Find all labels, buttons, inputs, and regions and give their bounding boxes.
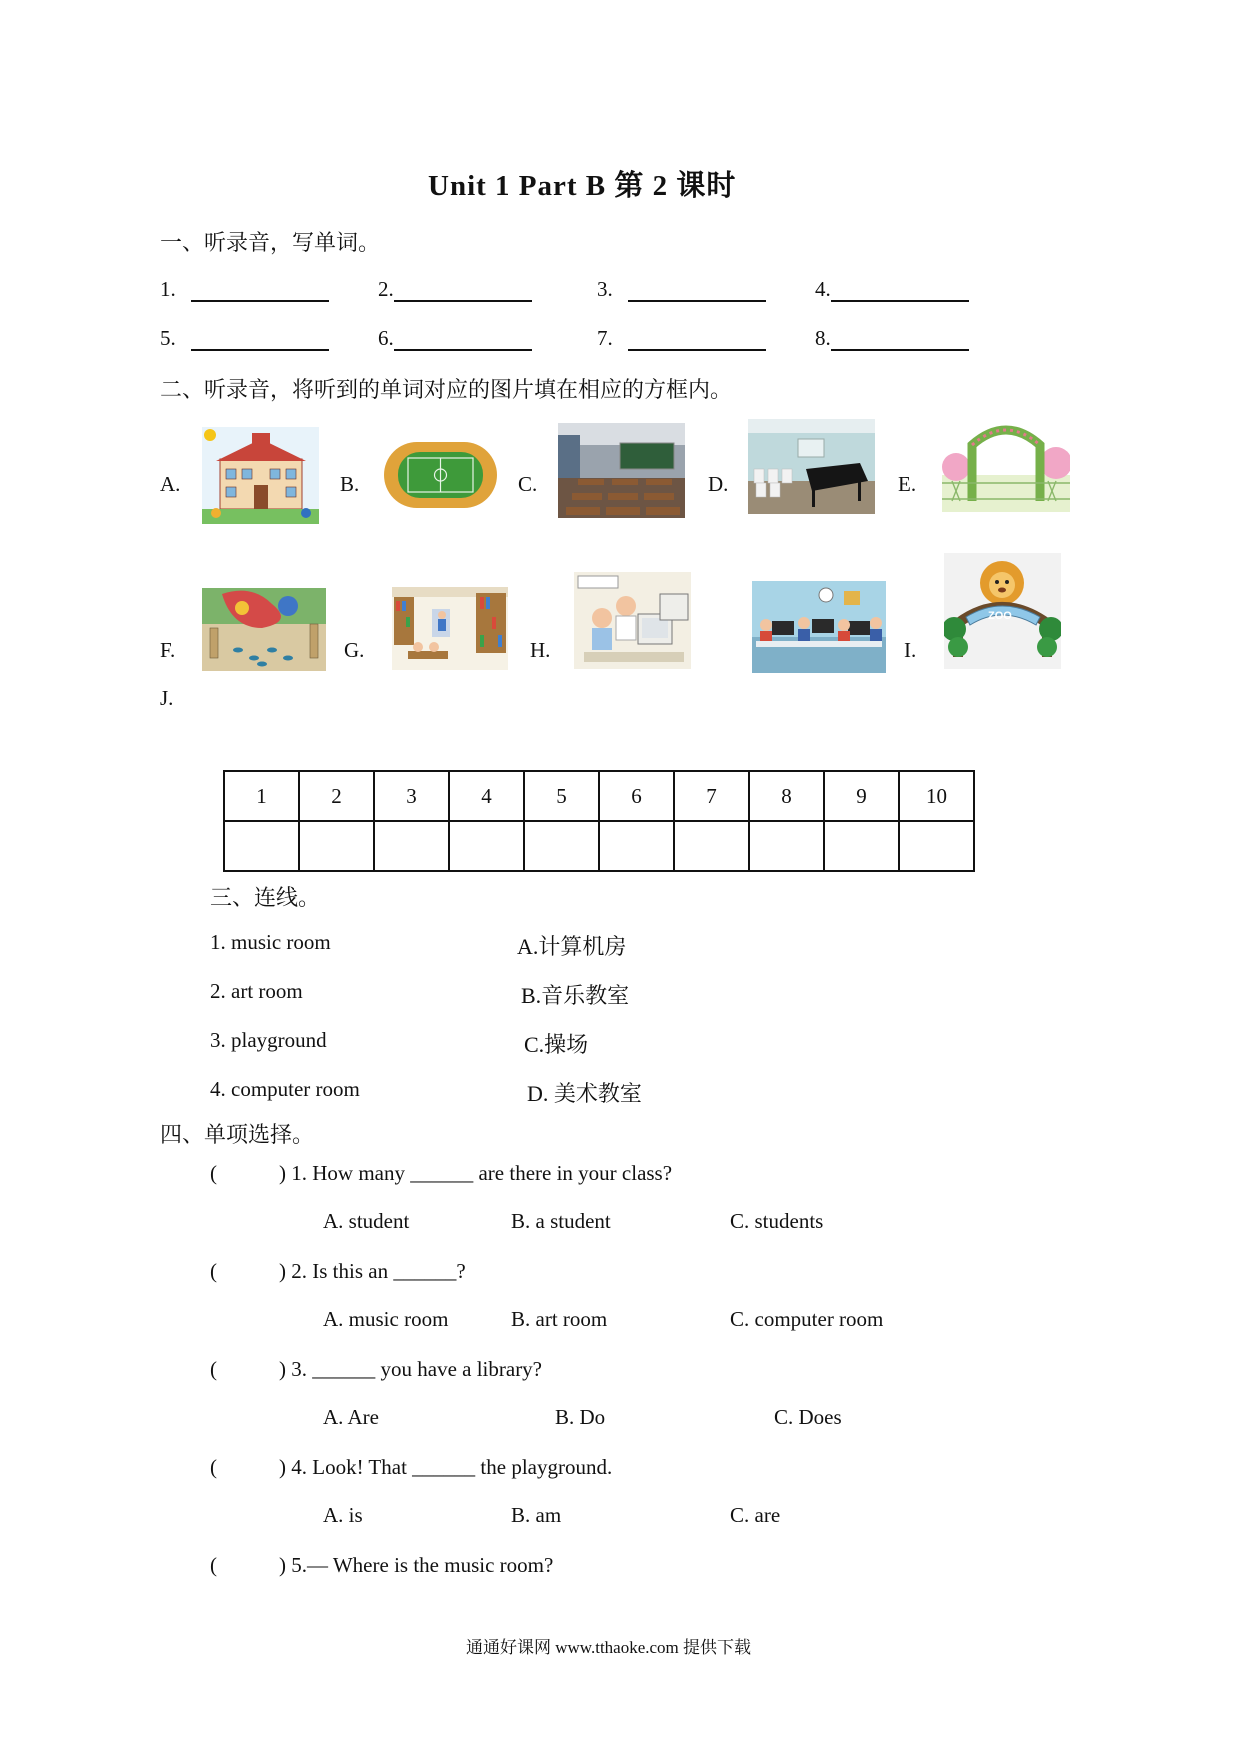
question-1-option-a[interactable]: A. student (323, 1209, 410, 1233)
library-picture (392, 587, 508, 670)
question-1-paren[interactable]: ( (210, 1161, 217, 1185)
answer-cell[interactable] (824, 821, 899, 871)
blank-number: 8. (815, 326, 831, 350)
table-header-cell: 10 (899, 771, 974, 821)
zoo-gate-picture (944, 553, 1061, 669)
question-2-option-a[interactable]: A. music room (323, 1307, 449, 1331)
music-room-piano-picture (748, 419, 875, 514)
table-header-cell: 6 (599, 771, 674, 821)
table-answer-row (224, 821, 974, 871)
section2-heading: 二、听录音，将听到的单词对应的图片填在相应的方框内。 (160, 377, 733, 402)
match-left-3[interactable]: 3. playground (210, 1028, 327, 1052)
answer-cell[interactable] (449, 821, 524, 871)
blank-5[interactable] (160, 326, 329, 351)
blank-2[interactable] (378, 277, 532, 302)
picture-label-f: F. (160, 638, 176, 662)
question-4-option-b[interactable]: B. am (511, 1503, 562, 1527)
question-2-option-b[interactable]: B. art room (511, 1307, 608, 1331)
table-header-cell: 3 (374, 771, 449, 821)
answer-cell[interactable] (524, 821, 599, 871)
section4-heading: 四、单项选择。 (160, 1122, 315, 1147)
picture-label-c: C. (518, 472, 538, 496)
computer-room-picture (752, 581, 886, 673)
blank-number: 1. (160, 277, 176, 301)
match-right-d[interactable]: D. 美术教室 (527, 1081, 642, 1106)
computer-students-picture (574, 572, 691, 669)
question-3-text: ) 3. ______ you have a library? (279, 1357, 543, 1381)
match-right-c[interactable]: C.操场 (524, 1032, 589, 1057)
picture-label-j: J. (160, 686, 174, 710)
question-3-option-a[interactable]: A. Are (323, 1405, 379, 1429)
match-right-a[interactable]: A.计算机房 (517, 934, 627, 959)
question-2-option-c[interactable]: C. computer room (730, 1307, 884, 1331)
picture-label-h: H. (530, 638, 551, 662)
art-room-picture (202, 588, 326, 671)
question-3-option-b[interactable]: B. Do (555, 1405, 606, 1429)
blank-number: 5. (160, 326, 176, 350)
answer-table (223, 770, 975, 872)
table-header-cell: 9 (824, 771, 899, 821)
match-left-2[interactable]: 2. art room (210, 979, 303, 1003)
blank-6[interactable] (378, 326, 532, 351)
question-4-option-a[interactable]: A. is (323, 1503, 363, 1527)
page-footer: 通通好课网 www.tthaoke.com 提供下载 (466, 1638, 752, 1657)
table-header-cell: 2 (299, 771, 374, 821)
question-5-paren[interactable]: ( (210, 1553, 217, 1577)
table-header-cell: 4 (449, 771, 524, 821)
question-3-paren[interactable]: ( (210, 1357, 217, 1381)
question-4-text: ) 4. Look! That ______ the playground. (279, 1455, 613, 1479)
table-header-row (224, 771, 974, 821)
table-header-cell: 8 (749, 771, 824, 821)
answer-cell[interactable] (299, 821, 374, 871)
answer-cell[interactable] (599, 821, 674, 871)
question-4-paren[interactable]: ( (210, 1455, 217, 1479)
picture-label-g: G. (344, 638, 365, 662)
question-1-option-c[interactable]: C. students (730, 1209, 824, 1233)
question-3-option-c[interactable]: C. Does (774, 1405, 842, 1429)
blank-3[interactable] (597, 277, 766, 302)
answer-cell[interactable] (224, 821, 299, 871)
question-2-paren[interactable]: ( (210, 1259, 217, 1283)
answer-cell[interactable] (674, 821, 749, 871)
picture-label-i: I. (904, 638, 917, 662)
school-building-picture (202, 427, 319, 524)
garden-arch-picture (942, 415, 1070, 512)
section1-heading: 一、听录音，写单词。 (160, 230, 381, 255)
answer-cell[interactable] (374, 821, 449, 871)
match-right-b[interactable]: B.音乐教室 (521, 983, 630, 1008)
blank-number: 4. (815, 277, 831, 301)
picture-label-a: A. (160, 472, 181, 496)
blank-8[interactable] (815, 326, 969, 351)
blank-number: 3. (597, 277, 613, 301)
answer-cell[interactable] (899, 821, 974, 871)
blank-7[interactable] (597, 326, 766, 351)
picture-label-b: B. (340, 472, 360, 496)
picture-label-e: E. (898, 472, 917, 496)
classroom-picture (558, 423, 685, 518)
table-header-cell: 5 (524, 771, 599, 821)
question-4-option-c[interactable]: C. are (730, 1503, 781, 1527)
section3-heading: 三、连线。 (210, 885, 321, 910)
table-header-cell: 7 (674, 771, 749, 821)
question-1-option-b[interactable]: B. a student (511, 1209, 611, 1233)
question-2-text: ) 2. Is this an ______? (279, 1259, 466, 1283)
svg-text:ZOO: ZOO (988, 610, 1012, 622)
question-5-text: ) 5.— Where is the music room? (279, 1553, 554, 1577)
question-1-text: ) 1. How many ______ are there in your class? (279, 1161, 673, 1185)
blank-number: 7. (597, 326, 613, 350)
match-left-4[interactable]: 4. computer room (210, 1077, 360, 1101)
picture-label-d: D. (708, 472, 729, 496)
blank-1[interactable] (160, 277, 329, 302)
blank-number: 6. (378, 326, 394, 350)
page-title: Unit 1 Part B 第 2 课时 (428, 170, 737, 202)
table-header-cell: 1 (224, 771, 299, 821)
blank-4[interactable] (815, 277, 969, 302)
match-left-1[interactable]: 1. music room (210, 930, 331, 954)
playground-track-picture (382, 440, 499, 510)
blank-number: 2. (378, 277, 394, 301)
answer-cell[interactable] (749, 821, 824, 871)
